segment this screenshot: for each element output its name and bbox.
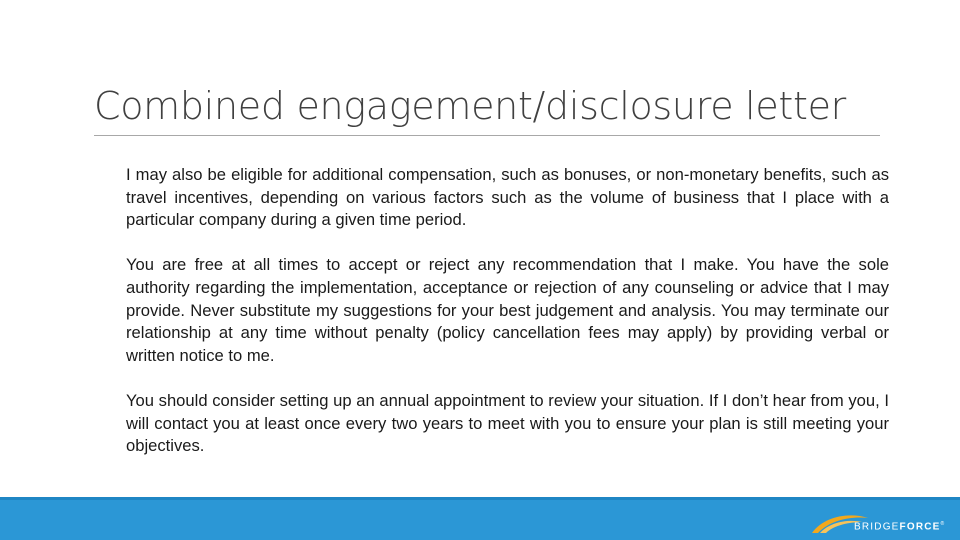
- paragraph-recommendations: You are free at all times to accept or reject any recommendation that I make. You have the sole authority regarding the implementation, acceptance or rejection of any counseling or advice that I may provide. Never substitute my suggestions for your best judgement and analysis. You may terminate our relationship at any time without penalty (policy cancellation fees may apply) by providing verbal or written notice to me.: [126, 255, 889, 365]
- logo-registered-mark: ®: [940, 521, 946, 527]
- paragraph-annual-review: You should consider setting up an annual appointment to review your situation. If I don’t hear from you, I will contact you at least once every two years to meet with you to ensure your plan is still meeting your objectives.: [126, 390, 889, 456]
- title-divider: [94, 135, 880, 136]
- logo-text-light: BRIDGE: [854, 521, 900, 533]
- footer-top-line: [0, 497, 960, 500]
- paragraph-compensation: I may also be eligible for additional compensation, such as bonuses, or non-monetary benefits, such as travel incentives, depending on various factors such as the volume of business that I place with a particular company during a given time period.: [126, 165, 889, 230]
- slide-body: [126, 164, 889, 458]
- logo-wordmark: [854, 521, 945, 532]
- logo-text-bold: FORCE: [899, 521, 941, 533]
- slide-title: Combined engagement/disclosure letter: [94, 84, 846, 128]
- bridgeforce-logo: [810, 508, 945, 536]
